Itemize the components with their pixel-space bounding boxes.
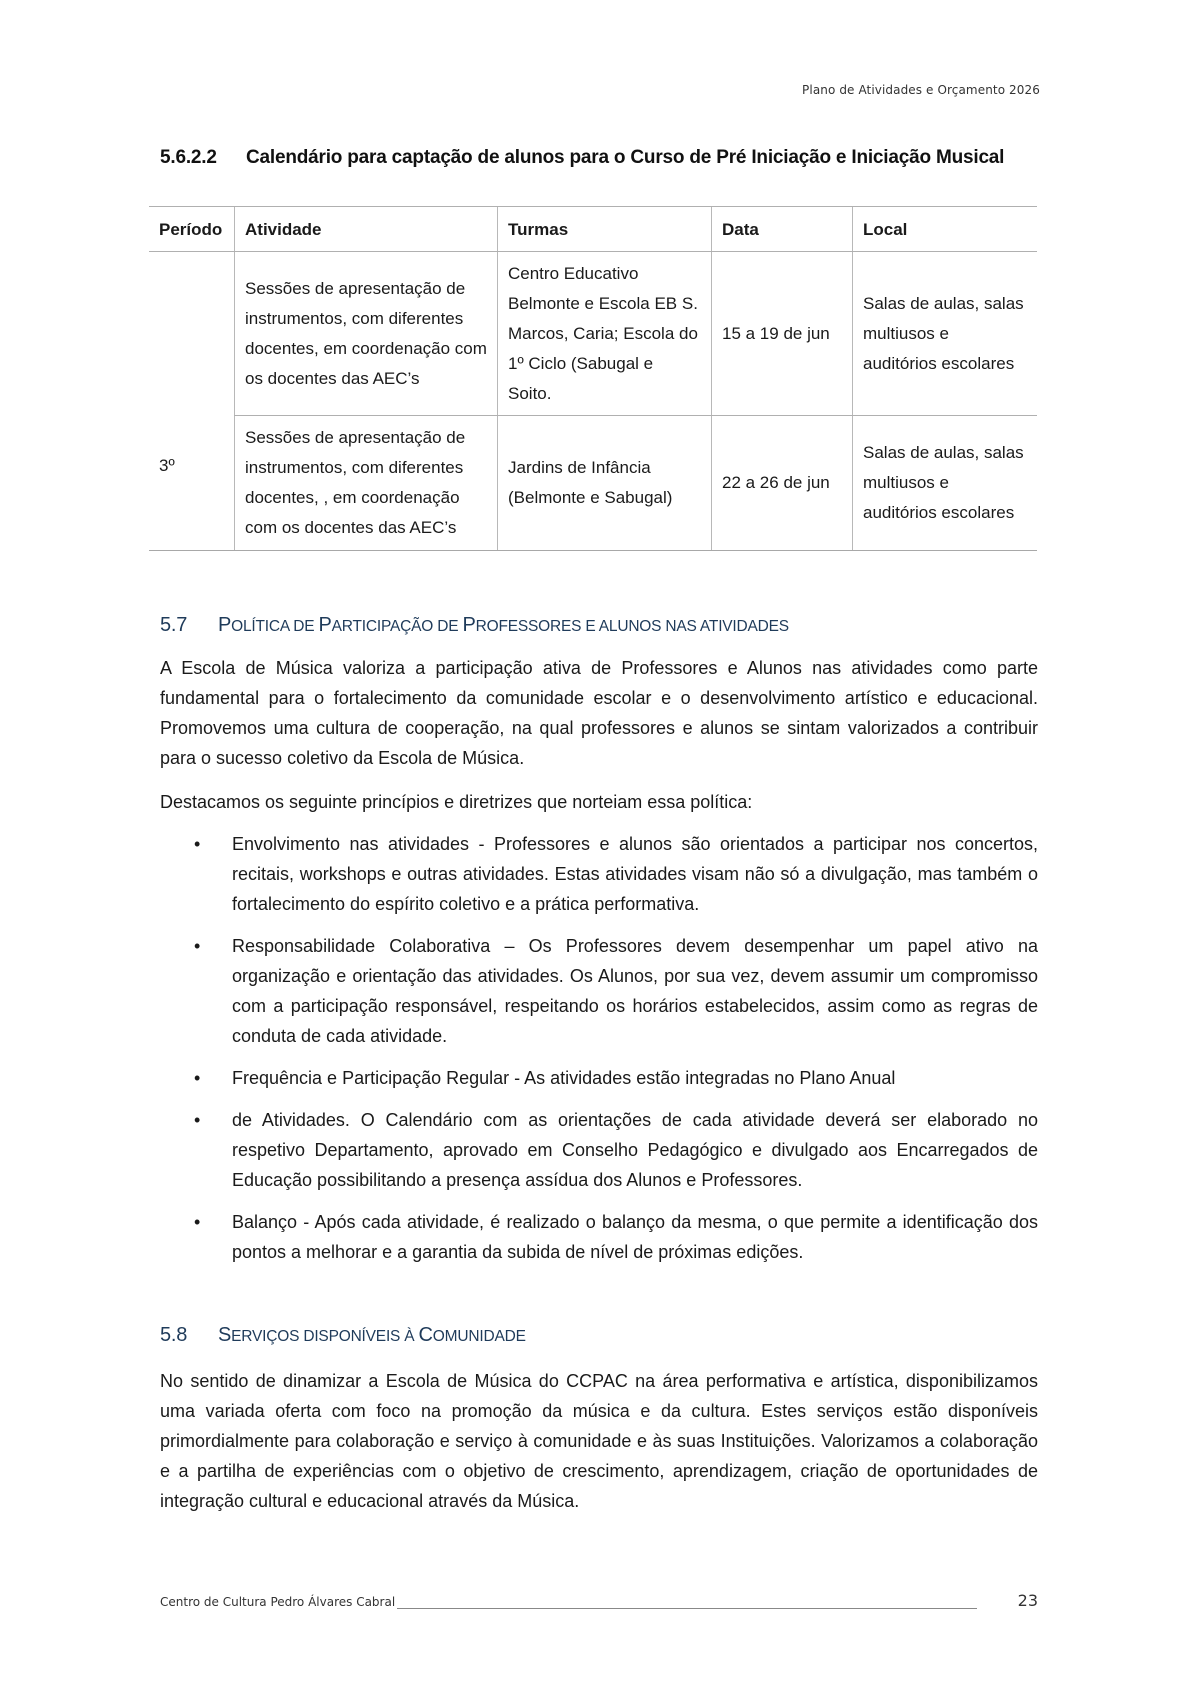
cell-atividade: Sessões de apresentação de instrumentos, com diferentes docentes, em coordenação com os docentes das AEC’s: [235, 252, 498, 416]
table-header-row: [149, 207, 1037, 252]
title-part: ARTICIPAÇÃO DE: [331, 618, 463, 635]
title-part: S: [218, 1324, 232, 1346]
bullet-icon: •: [194, 1110, 201, 1130]
bullet-icon: •: [194, 1068, 201, 1088]
col-header-data: Data: [712, 207, 853, 252]
subsection-heading: [160, 147, 1004, 169]
title-part: P: [462, 614, 476, 636]
section-heading-5-7: [160, 614, 789, 637]
section-number: 5.8: [160, 1324, 188, 1346]
col-header-local: Local: [853, 207, 1038, 252]
section-heading-5-8: [160, 1324, 526, 1347]
title-part: ROFESSORES E ALUNOS NAS ATIVIDADES: [475, 618, 789, 635]
cell-turmas: Jardins de Infância (Belmonte e Sabugal): [498, 416, 712, 551]
footer-organization: Centro de Cultura Pedro Álvares Cabral: [160, 1595, 396, 1609]
title-part: P: [318, 614, 332, 636]
title-part: ERVIÇOS DISPONÍVEIS À: [231, 1328, 419, 1345]
list-item: [160, 1105, 1038, 1195]
list-item-text: Envolvimento nas atividades - Professores e alunos são orientados a participar nos concertos, recitais, workshops e outras atividades. Estas atividades visam não só a divulgação, mas também o fortalecimento do espírito coletivo e a prática performativa.: [232, 834, 1038, 914]
table-row: [149, 252, 1037, 416]
list-item-text: Responsabilidade Colaborativa – Os Professores devem desempenhar um papel ativo na organização e orientação das atividades. Os Alunos, por sua vez, devem assumir um compromisso com a participação responsável, respeitando os horários estabelecidos, assim como as regras de conduta de cada atividade.: [232, 936, 1038, 1046]
cell-local: Salas de aulas, salas multiusos e auditórios escolares: [853, 416, 1038, 551]
cell-data: 15 a 19 de jun: [712, 252, 853, 416]
subsection-title: Calendário para captação de alunos para o Curso de Pré Iniciação e Iniciação Musical: [246, 147, 1005, 168]
title-part: P: [218, 614, 232, 636]
list-item: [160, 1063, 1038, 1093]
page-number: 23: [1017, 1591, 1038, 1610]
title-part: OMUNIDADE: [432, 1328, 526, 1345]
list-item-text: de Atividades. O Calendário com as orientações de cada atividade deverá ser elaborado no respetivo Departamento, aprovado em Conselho Pedagógico e divulgado aos Encarregados de Educação possibilitando a presença assídua dos Alunos e Professores.: [232, 1110, 1038, 1190]
bullet-icon: •: [194, 936, 201, 956]
section-5-8-body: No sentido de dinamizar a Escola de Música do CCPAC na área performativa e artística, disponibilizamos uma variada oferta com foco na promoção da música e da cultura. Estes serviços estão disponíveis primordialmente para colaboração e serviço à comunidade e às suas Instituições. Valorizamos a colaboração e a partilha de experiências com o objetivo de crescimento, aprendizagem, criação de oportunidades de integração cultural e educacional através da Música.: [160, 1371, 1038, 1511]
cell-periodo: 3º: [149, 252, 235, 551]
table-row: [149, 416, 1037, 551]
list-item: [160, 829, 1038, 919]
list-item-text: Frequência e Participação Regular - As atividades estão integradas no Plano Anual: [232, 1068, 896, 1088]
cell-turmas: Centro Educativo Belmonte e Escola EB S. Marcos, Caria; Escola do 1º Ciclo (Sabugal e Soito.: [498, 252, 712, 416]
cell-local: Salas de aulas, salas multiusos e auditórios escolares: [853, 252, 1038, 416]
title-part: C: [418, 1324, 433, 1346]
section-5-7-lead: Destacamos os seguinte princípios e diretrizes que norteiam essa política:: [160, 792, 753, 812]
principles-list: [160, 829, 1038, 1279]
col-header-atividade: Atividade: [235, 207, 498, 252]
calendar-table: [149, 206, 1037, 551]
col-header-periodo: Período: [149, 207, 235, 252]
bullet-icon: •: [194, 1212, 201, 1232]
cell-data: 22 a 26 de jun: [712, 416, 853, 551]
col-header-turmas: Turmas: [498, 207, 712, 252]
list-item: [160, 931, 1038, 1051]
cell-atividade: Sessões de apresentação de instrumentos, com diferentes docentes, , em coordenação com os docentes das AEC’s: [235, 416, 498, 551]
title-part: OLÍTICA DE: [231, 618, 319, 635]
footer-rule: [397, 1608, 977, 1609]
section-5-7-intro: A Escola de Música valoriza a participação ativa de Professores e Alunos nas atividades como parte fundamental para o fortalecimento da comunidade escolar e o desenvolvimento artístico e educacional. Promovemos uma cultura de cooperação, na qual professores e alunos se sintam valorizados a contribuir para o sucesso coletivo da Escola de Música.: [160, 658, 1038, 768]
list-item: [160, 1207, 1038, 1267]
subsection-number: 5.6.2.2: [160, 147, 217, 168]
bullet-icon: •: [194, 834, 201, 854]
list-item-text: Balanço - Após cada atividade, é realizado o balanço da mesma, o que permite a identificação dos pontos a melhorar e a garantia da subida de nível de próximas edições.: [232, 1212, 1038, 1262]
running-header: Plano de Atividades e Orçamento 2026: [802, 83, 1040, 97]
section-number: 5.7: [160, 614, 188, 636]
